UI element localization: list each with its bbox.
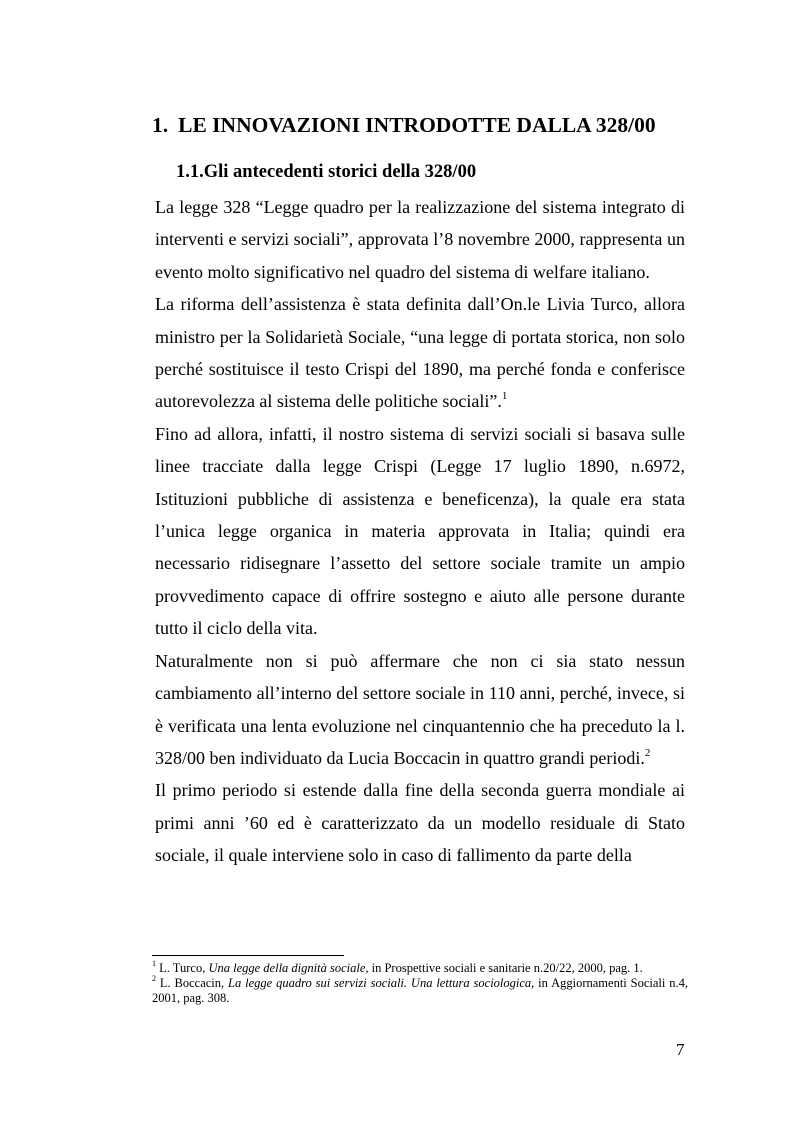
footnote-mark: 2 [152,973,156,983]
footnote-ref: 1 [501,390,508,403]
section-heading [176,162,476,183]
footnote-mark: 1 [152,958,156,968]
footnotes [152,958,688,1006]
footnote: $^1$ L. Turco, Una legge della dignità sociale, in Prospettive sociali e sanitarie n.20/22, 2000, pag. 1. [152,958,643,975]
footnote: $^2$ L. Boccacin, La legge quadro sui servizi sociali. Una lettura sociologica, in Aggiornamenti Sociali n.4, 2001, pag. 308. [152,973,688,1005]
footnote-ref: 2 [644,746,651,759]
chapter-number: 1. [152,113,169,137]
body-text [155,191,685,872]
footnote-title: La legge quadro sui servizi sociali. Una lettura sociologica, [228,976,535,990]
section-number: 1.1. [176,162,204,182]
footnote-title: Una legge della dignità sociale, [208,961,369,975]
paragraph: Naturalmente non si può affermare che non ci sia stato nessun cambiamento all’interno del settore sociale in 110 anni, perché, invece, si è verificata una lenta evoluzione nel cinquantennio che ha preceduto la l. 328/00 ben individuato da Lucia Boccacin in quattro grandi periodi.$^2$ [155,650,685,768]
section-title: Gli antecedenti storici della 328/00 [203,162,477,182]
chapter-heading [152,113,656,138]
chapter-title: LE INNOVAZIONI INTRODOTTE DALLA 328/00 [178,113,656,137]
page-number: 7 [676,1040,685,1059]
paragraph: Il primo periodo si estende dalla fine della seconda guerra mondiale ai primi anni ’60 ed è caratterizzato da un modello residuale di Stato sociale, il quale interviene solo in caso di fallimento da parte della [155,780,685,866]
paragraph: La riforma dell’assistenza è stata definita dall’On.le Livia Turco, allora ministro per la Solidarietà Sociale, “una legge di portata storica, non solo perché sostituisce il testo Crispi del 1890, ma perché fonda e conferisce autorevolezza al sistema delle politiche sociali”.$^1$ [155,294,685,412]
paragraph: La legge 328 “Legge quadro per la realizzazione del sistema integrato di interventi e servizi sociali”, approvata l’8 novembre 2000, rappresenta un evento molto significativo nel quadro del sistema di welfare italiano. [155,197,685,282]
footnote-separator [152,955,344,956]
paragraph: Fino ad allora, infatti, il nostro sistema di servizi sociali si basava sulle linee tracciate dalla legge Crispi (Legge 17 luglio 1890, n.6972, Istituzioni pubbliche di assistenza e beneficenza), la quale era stata l’unica legge organica in materia approvata in Italia; quindi era necessario ridisegnare l’assetto del settore sociale tramite un ampio provvedimento capace di offrire sostegno e aiuto alle persone durante tutto il ciclo della vita. [155,423,685,639]
